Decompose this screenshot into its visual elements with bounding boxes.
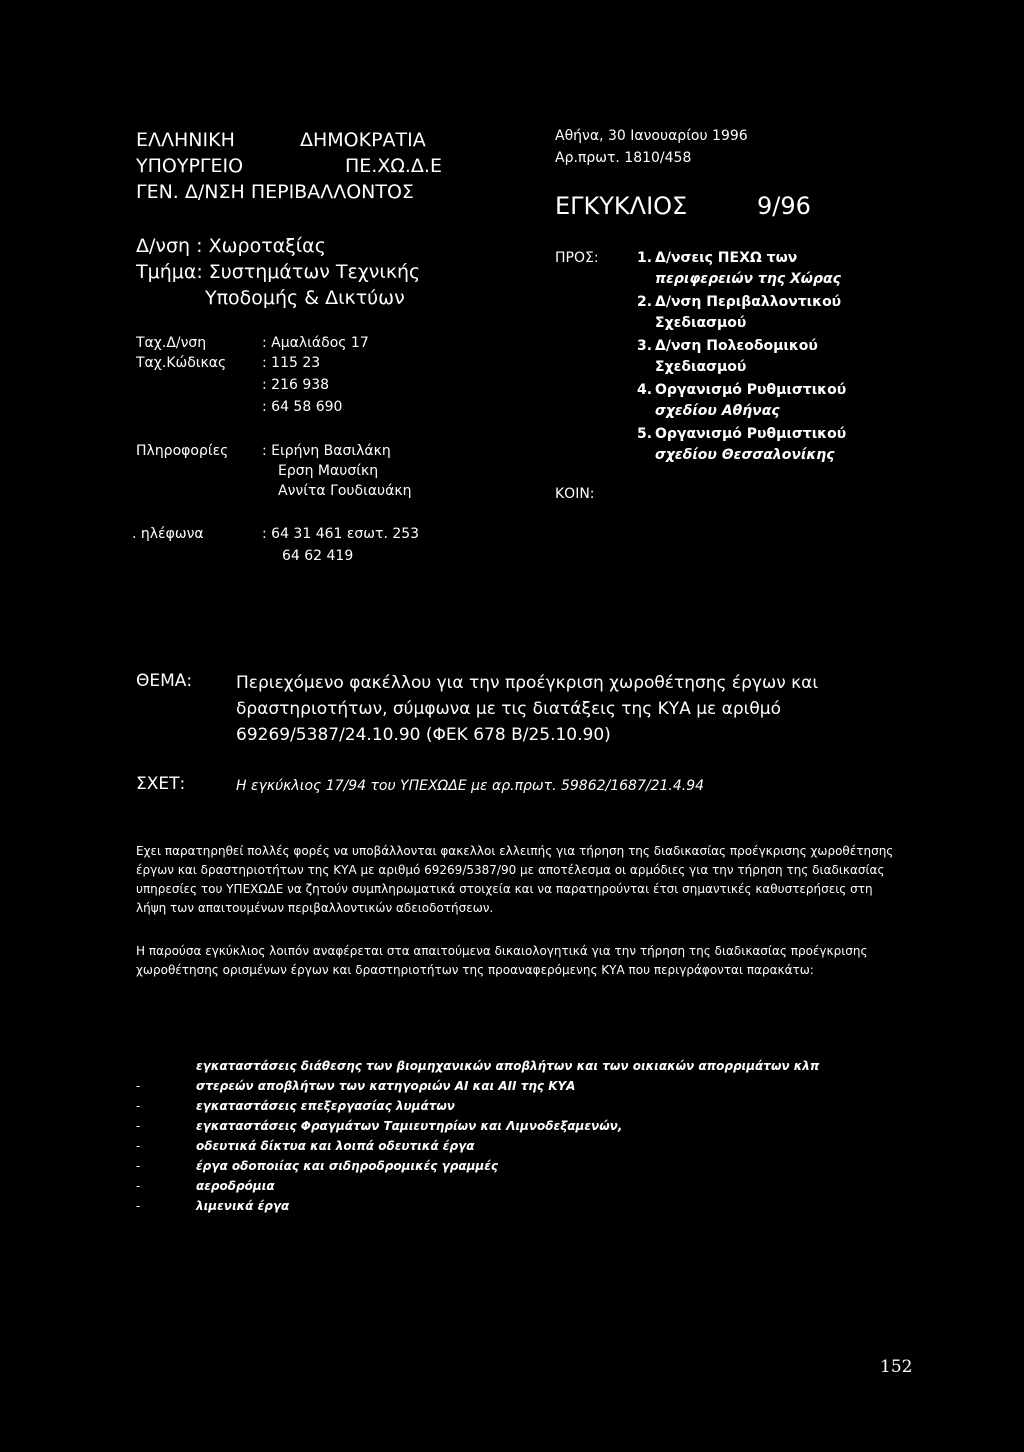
- subject-label: ΘΕΜΑ:: [136, 671, 193, 691]
- list-marker: -: [136, 1139, 141, 1153]
- doc-date: Αθήνα, 30 Ιανουαρίου 1996: [555, 128, 748, 144]
- postcode-value: : 115 23: [262, 355, 321, 371]
- recipient-4-num: 4.: [637, 382, 653, 398]
- recipient-5-line1: Οργανισμό Ρυθμιστικού: [655, 426, 847, 442]
- info-contact-3: Αννίτα Γουδιαυάκη: [278, 483, 412, 499]
- list-item: λιμενικά έργα: [196, 1199, 290, 1213]
- letterhead-department: Τμήμα: Συστημάτων Τεχνικής: [136, 261, 421, 283]
- recipient-5-line2: σχεδίου Θεσσαλονίκης: [655, 447, 835, 463]
- list-marker: -: [136, 1199, 141, 1213]
- recipient-2-line2: Σχεδιασμού: [655, 315, 747, 331]
- cc-label: ΚΟΙΝ:: [555, 486, 595, 502]
- list-item: εγκαταστάσεις επεξεργασίας λυμάτων: [196, 1099, 455, 1113]
- recipient-4-line1: Οργανισμό Ρυθμιστικού: [655, 382, 847, 398]
- list-item: εγκαταστάσεις διάθεσης των βιομηχανικών αποβλήτων και των οικιακών απορριμάτων κλπ: [196, 1059, 820, 1073]
- list-markers: [136, 1076, 140, 1216]
- recipient-5-num: 5.: [637, 426, 653, 442]
- recipient-1-line1: Δ/νσεις ΠΕΧΩ των: [655, 250, 798, 266]
- list-marker: -: [136, 1099, 141, 1113]
- ref-label: ΣΧΕΤ:: [136, 774, 186, 794]
- list-marker: -: [136, 1159, 141, 1173]
- list-marker: -: [136, 1119, 141, 1133]
- letterhead-division: Δ/νση : Χωροταξίας: [136, 235, 326, 257]
- postcode-label: Ταχ.Κώδικας: [136, 355, 227, 371]
- list-item: στερεών αποβλήτων των κατηγοριών ΑΙ και ΑΙΙ της ΚΥΑ: [196, 1079, 576, 1093]
- doc-circular-title: ΕΓΚΥΚΛΙΟΣ: [555, 192, 688, 220]
- ref-text: Η εγκύκλιος 17/94 του ΥΠΕΧΩΔΕ με αρ.πρωτ. 59862/1687/21.4.94: [236, 778, 705, 794]
- tel-1: : 64 31 461 εσωτ. 253: [262, 526, 420, 542]
- letterhead-republic: ΔΗΜΟΚΡΑΤΙΑ: [300, 129, 426, 151]
- info-label: Πληροφορίες: [136, 443, 229, 459]
- recipient-1-line2: περιφερειών της Χώρας: [655, 271, 841, 287]
- doc-circular-number: 9/96: [757, 192, 811, 220]
- subject-line-1: Περιεχόμενο φακέλλου για την προέγκριση χωροθέτησης έργων και: [236, 673, 819, 693]
- subject-line-3: 69269/5387/24.10.90 (ΦΕΚ 678 Β/25.10.90): [236, 725, 611, 745]
- subject-line-2: δραστηριοτήτων, σύμφωνα με τις διατάξεις της ΚΥΑ με αριθμό: [236, 699, 782, 719]
- list-marker: -: [136, 1179, 141, 1193]
- doc-protocol: Αρ.πρωτ. 1810/458: [555, 150, 692, 166]
- recipient-4-line2: σχεδίου Αθήνας: [655, 403, 780, 419]
- phone-a: : 216 938: [262, 377, 330, 393]
- recipient-2-num: 2.: [637, 294, 653, 310]
- phone-b: : 64 58 690: [262, 399, 343, 415]
- list-item: εγκαταστάσεις Φραγμάτων Ταμιευτηρίων και Λιμνοδεξαμενών,: [196, 1119, 623, 1133]
- letterhead-ministry: ΥΠΟΥΡΓΕΙΟ: [136, 155, 244, 177]
- list-item: αεροδρόμια: [196, 1179, 275, 1193]
- address-label: Ταχ.Δ/νση: [136, 335, 207, 351]
- letterhead-directorate: ΓΕΝ. Δ/ΝΣΗ ΠΕΡΙΒΑΛΛΟΝΤΟΣ: [136, 181, 414, 203]
- list-item: οδευτικά δίκτυα και λοιπά οδευτικά έργα: [196, 1139, 475, 1153]
- recipient-1-num: 1.: [637, 250, 653, 266]
- recipient-3-line2: Σχεδιασμού: [655, 359, 747, 375]
- letterhead-ministry-name: ΠΕ.ΧΩ.Δ.Ε: [345, 155, 442, 177]
- facility-list: [196, 1056, 819, 1216]
- recipient-2-line1: Δ/νση Περιβαλλοντικού: [655, 294, 842, 310]
- info-contact-2: Ερση Μαυσίκη: [278, 463, 379, 479]
- tel-label: . ηλέφωνα: [132, 526, 204, 542]
- page-number: 152: [880, 1357, 913, 1377]
- recipient-3-line1: Δ/νση Πολεοδομικού: [655, 338, 818, 354]
- body-paragraph-2: Η παρούσα εγκύκλιος λοιπόν αναφέρεται στα απαιτούμενα δικαιολογητικά για την τήρηση της διαδικασίας προέγκρισης χωροθέτησης ορισμένων έργων και δραστηριοτήτων της προαναφερόμενης ΚΥΑ που περιγράφονται παρακάτω:: [136, 944, 868, 977]
- list-marker: -: [136, 1079, 141, 1093]
- body-paragraph-1: Εχει παρατηρηθεί πολλές φορές να υποβάλλονται φακελλοι ελλειπής για τήρηση της διαδικασίας προέγκρισης χωροθέτησης έργων και δραστηριοτήτων της ΚΥΑ με αριθμό 69269/5387/90 με αποτέλεσμα οι αρμόδιες για την τήρηση της διαδικασίας υπηρεσίες του ΥΠΕΧΩΔΕ να ζητούν συμπληρωματικά στοιχεία και να παρατηρούνται έτσι σημαντικές καθυστερήσεις στη λήψη των απαιτουμένων περιβαλλοντικών αδειοδοτήσεων.: [136, 844, 894, 915]
- letterhead-country: ΕΛΛΗΝΙΚΗ: [136, 129, 235, 151]
- info-contact-1: : Ειρήνη Βασιλάκη: [262, 443, 391, 459]
- letterhead-department-cont: Υποδομής & Δικτύων: [205, 287, 405, 309]
- recipient-3-num: 3.: [637, 338, 653, 354]
- to-label: ΠΡΟΣ:: [555, 250, 599, 266]
- list-item: έργα οδοποιίας και σιδηροδρομικές γραμμές: [196, 1159, 499, 1173]
- address-value: : Αμαλιάδος 17: [262, 335, 369, 351]
- tel-2: 64 62 419: [282, 548, 354, 564]
